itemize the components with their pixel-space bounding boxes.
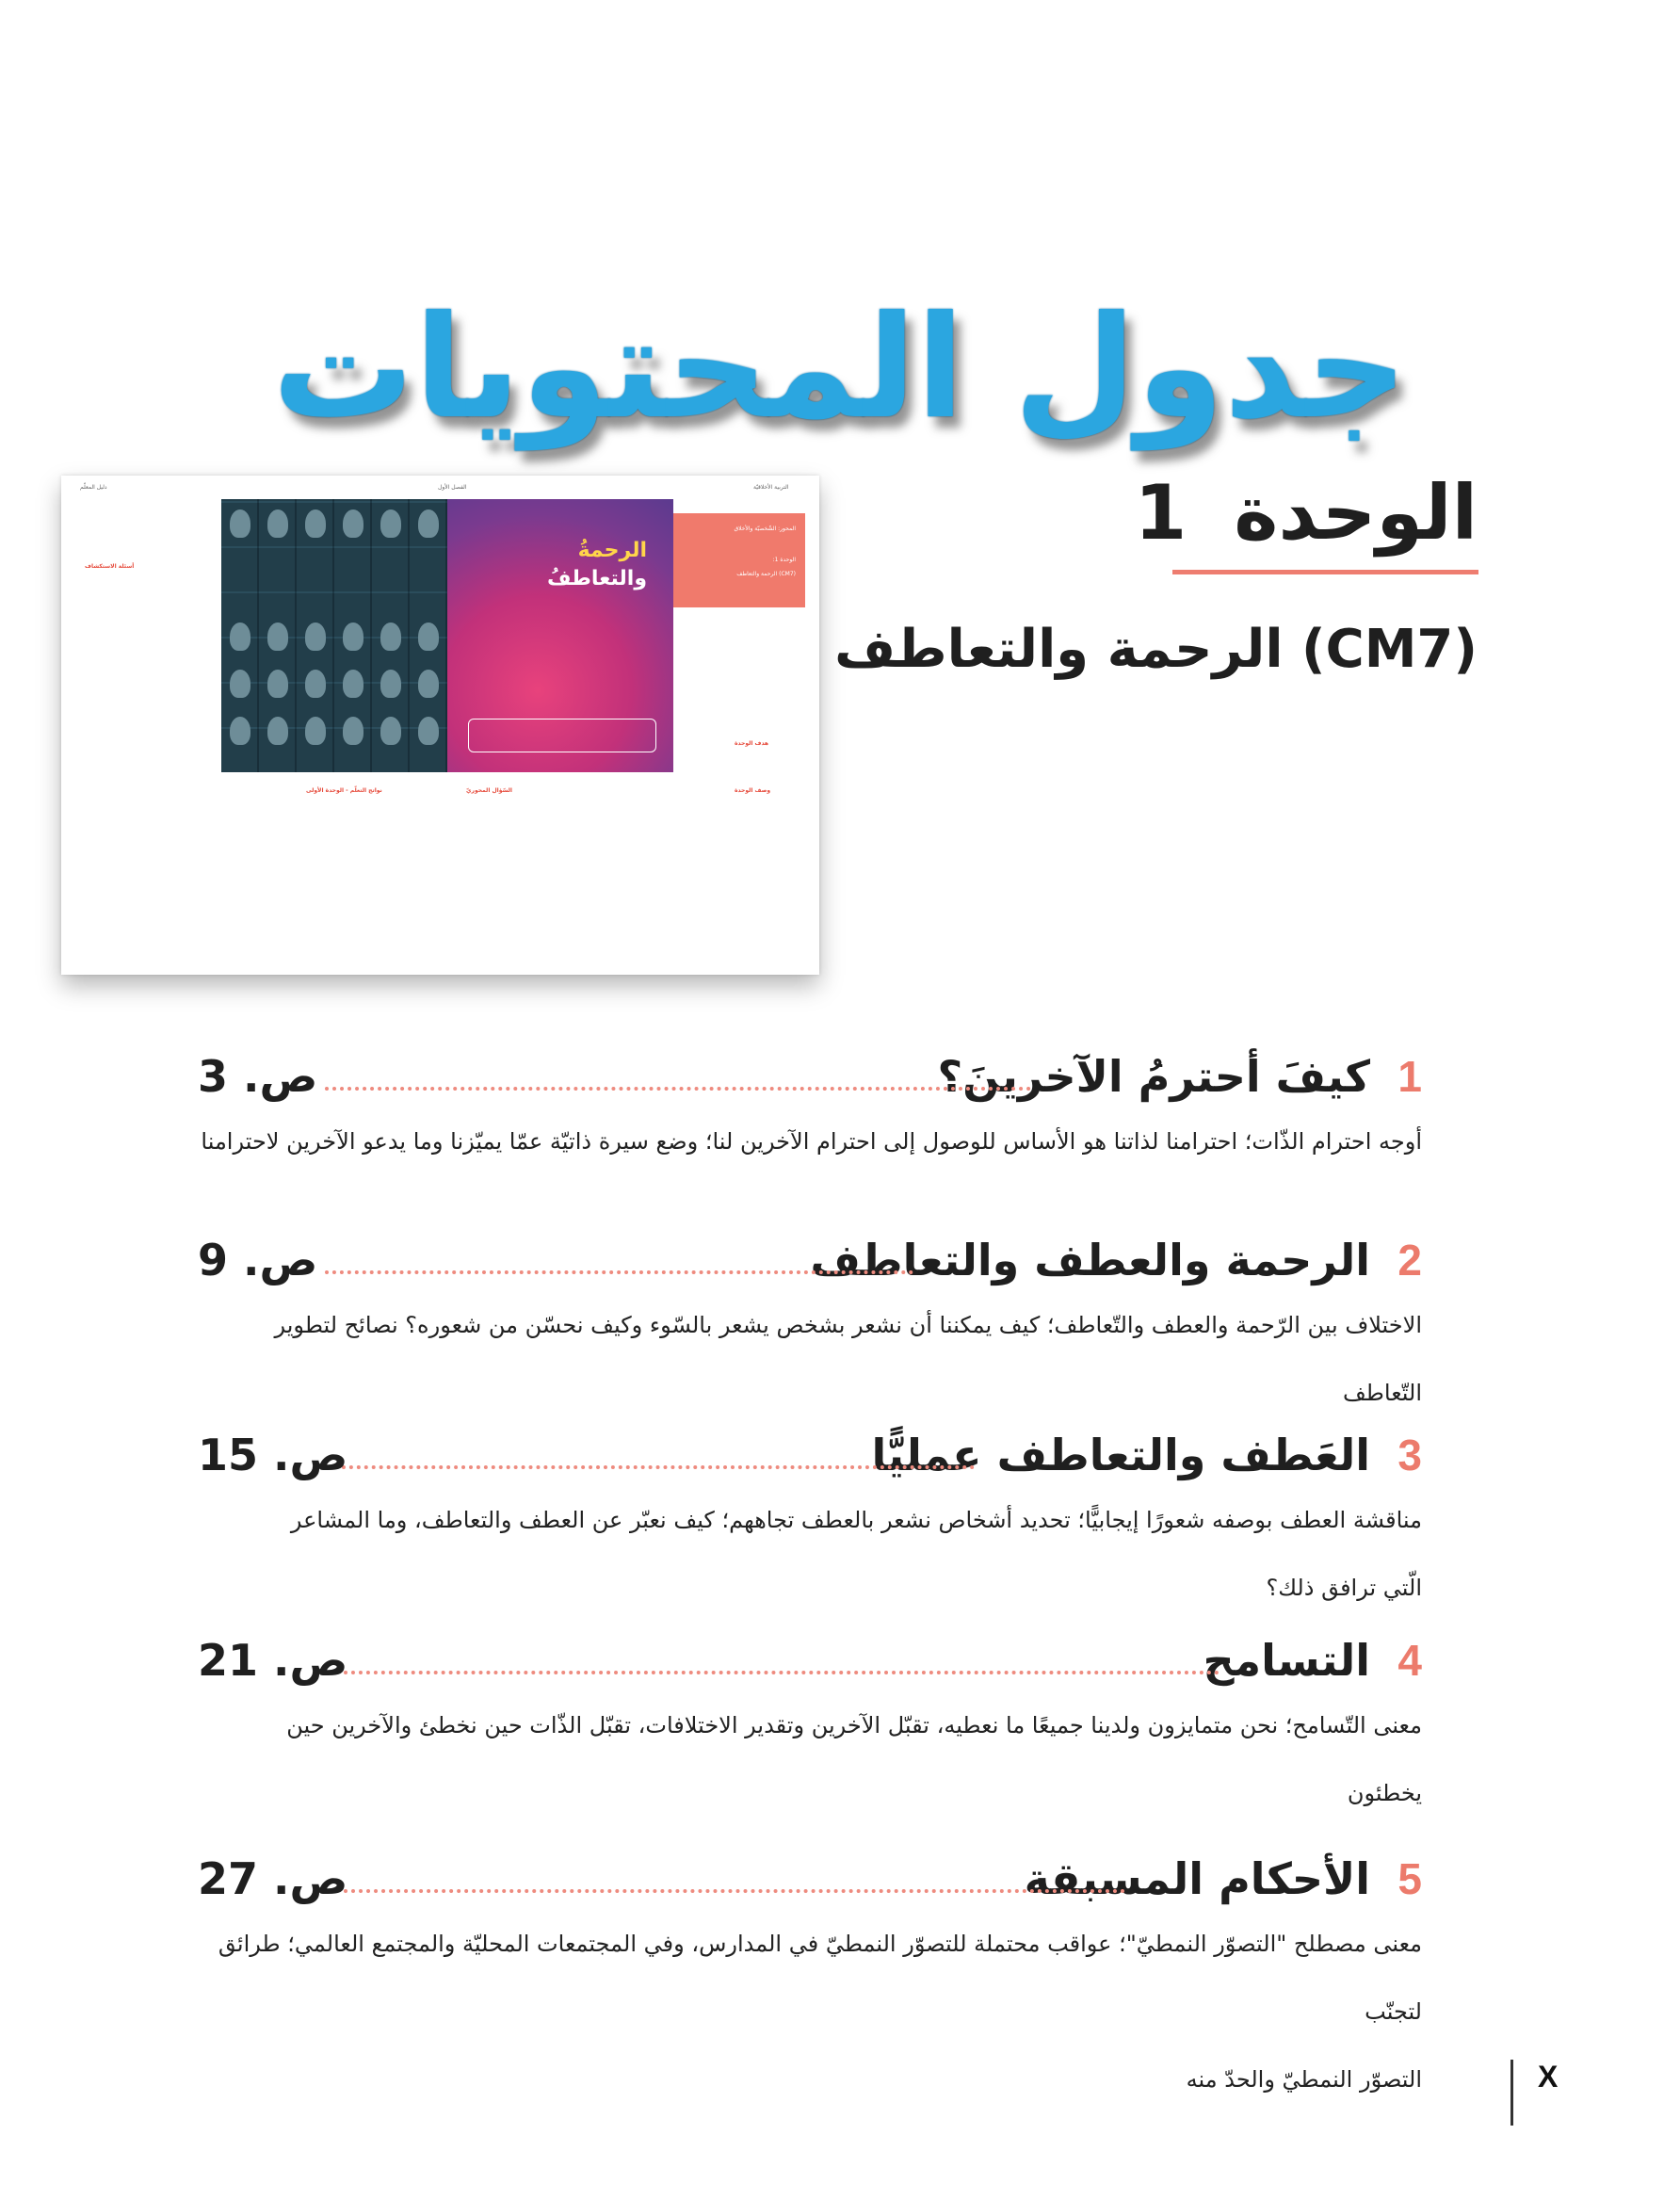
unit-subtitle: (CM7) الرحمة والتعاطف <box>834 619 1478 680</box>
thumb-side-unit-title: (CM7) الرحمة والتعاطف <box>736 571 796 577</box>
thumb-side-panel <box>673 513 805 607</box>
thumb-face-row <box>221 617 447 655</box>
entry-title[interactable]: التسامح <box>1203 1635 1370 1686</box>
unit-spread-thumbnail <box>61 476 819 975</box>
toc-entry-1[interactable] <box>198 1043 1422 1155</box>
entry-number: 3 <box>1397 1431 1422 1479</box>
unit-number: 1 <box>1134 469 1187 557</box>
thumb-cover-title: الرحمةُ والتعاطفُ <box>546 539 647 590</box>
thumb-face-row <box>221 664 447 702</box>
entry-page[interactable]: ص. 9 <box>198 1235 318 1285</box>
entry-number: 2 <box>1397 1236 1422 1285</box>
entry-description: معنى التّسامح؛ نحن متمايزون ولدينا جميعًا ما نعطيه، تقبّل الآخرين وتقدير الاختلافات، تقبّل الذّات حين نخطئ والآخرين حين يخطئون <box>286 1712 1422 1806</box>
thumb-question-box <box>468 719 656 752</box>
entry-page[interactable]: ص. 3 <box>198 1051 318 1102</box>
thumb-face-row <box>221 711 447 749</box>
unit-heading <box>1134 466 1478 570</box>
toc-entry-2[interactable] <box>198 1227 1422 1406</box>
entry-number: 5 <box>1397 1854 1422 1903</box>
entry-title[interactable]: الأحكام المسبقة <box>1024 1853 1370 1904</box>
toc-entry-3[interactable] <box>198 1422 1422 1601</box>
entry-leader-dots <box>325 1087 1031 1091</box>
page-number: X <box>1538 2060 1559 2094</box>
entry-description: معنى مصطلح "التصوّر النمطيّ"؛ عواقب محتملة للتصوّر النمطيّ في المدارس، وفي المجتمعات المحليّة والمجتمع العالمي؛ طرائق لتجنّب التصوّر النمطيّ والحدّ منه <box>218 1931 1422 2093</box>
thumb-questions-heading: أسئلة الاستكشاف <box>85 563 135 570</box>
thumb-description-heading: وصف الوحدة <box>735 787 771 794</box>
entry-number: 4 <box>1397 1636 1422 1685</box>
entry-description: الاختلاف بين الرّحمة والعطف والتّعاطف؛ كيف يمكننا أن نشعر بشخص يشعر بالسّوء وكيف نحسّن من شعوره؟ نصائح لتطوير التّعاطف <box>274 1312 1422 1406</box>
thumb-driving-question: السّؤال المحوريّ <box>466 787 512 794</box>
thumb-outcomes-heading: نواتج التعلّم - الوحدة الأولى <box>306 787 382 794</box>
toc-entry-5[interactable] <box>198 1846 1422 2093</box>
entry-description: مناقشة العطف بوصفه شعورًا إيجابيًّا؛ تحديد أشخاص نشعر بالعطف تجاههم؛ كيف نعبّر عن العطف والتعاطف، وما المشاعر الّتي ترافق ذلك؟ <box>290 1507 1422 1601</box>
thumb-side-unit: الوحدة 1: <box>772 557 796 563</box>
toc-entry-4[interactable] <box>198 1627 1422 1806</box>
thumb-side-area: المحور: الشّخصيّة والأخلاق <box>734 525 796 532</box>
entry-title[interactable]: العَطف والتعاطف عمليًّا <box>871 1430 1370 1480</box>
thumb-header-center: الفصل الأول <box>438 484 467 491</box>
entry-title[interactable]: الرحمة والعطف والتعاطف <box>810 1235 1370 1285</box>
entry-leader-dots <box>344 1671 1220 1674</box>
thumb-face-row <box>221 504 447 542</box>
entry-number: 1 <box>1397 1052 1422 1101</box>
entry-leader-dots <box>334 1465 975 1469</box>
unit-label: الوحدة <box>1234 469 1478 557</box>
entry-leader-dots <box>344 1889 1125 1893</box>
page-title: جدول المحتويات <box>272 285 1408 450</box>
entry-leader-dots <box>325 1270 913 1274</box>
entry-page[interactable]: ص. 27 <box>198 1853 348 1904</box>
thumb-header-left: دليل المعلّم <box>80 484 107 491</box>
thumb-header-right: التربية الأخلاقيّة <box>753 484 789 491</box>
entry-page[interactable]: ص. 21 <box>198 1635 348 1686</box>
thumb-goal-heading: هدف الوحدة <box>735 740 769 747</box>
unit-underline <box>1172 570 1478 574</box>
entry-title[interactable]: كيفَ أحترمُ الآخرينَ؟ <box>937 1051 1370 1102</box>
footer-divider <box>1510 2060 1513 2126</box>
entry-page[interactable]: ص. 15 <box>198 1430 348 1480</box>
entry-description: أوجه احترام الذّات؛ احترامنا لذاتنا هو الأساس للوصول إلى احترام الآخرين لنا؛ وضع سيرة ذاتيّة عمّا يميّزنا وما يدعو الآخرين لاحترامنا <box>201 1128 1422 1155</box>
